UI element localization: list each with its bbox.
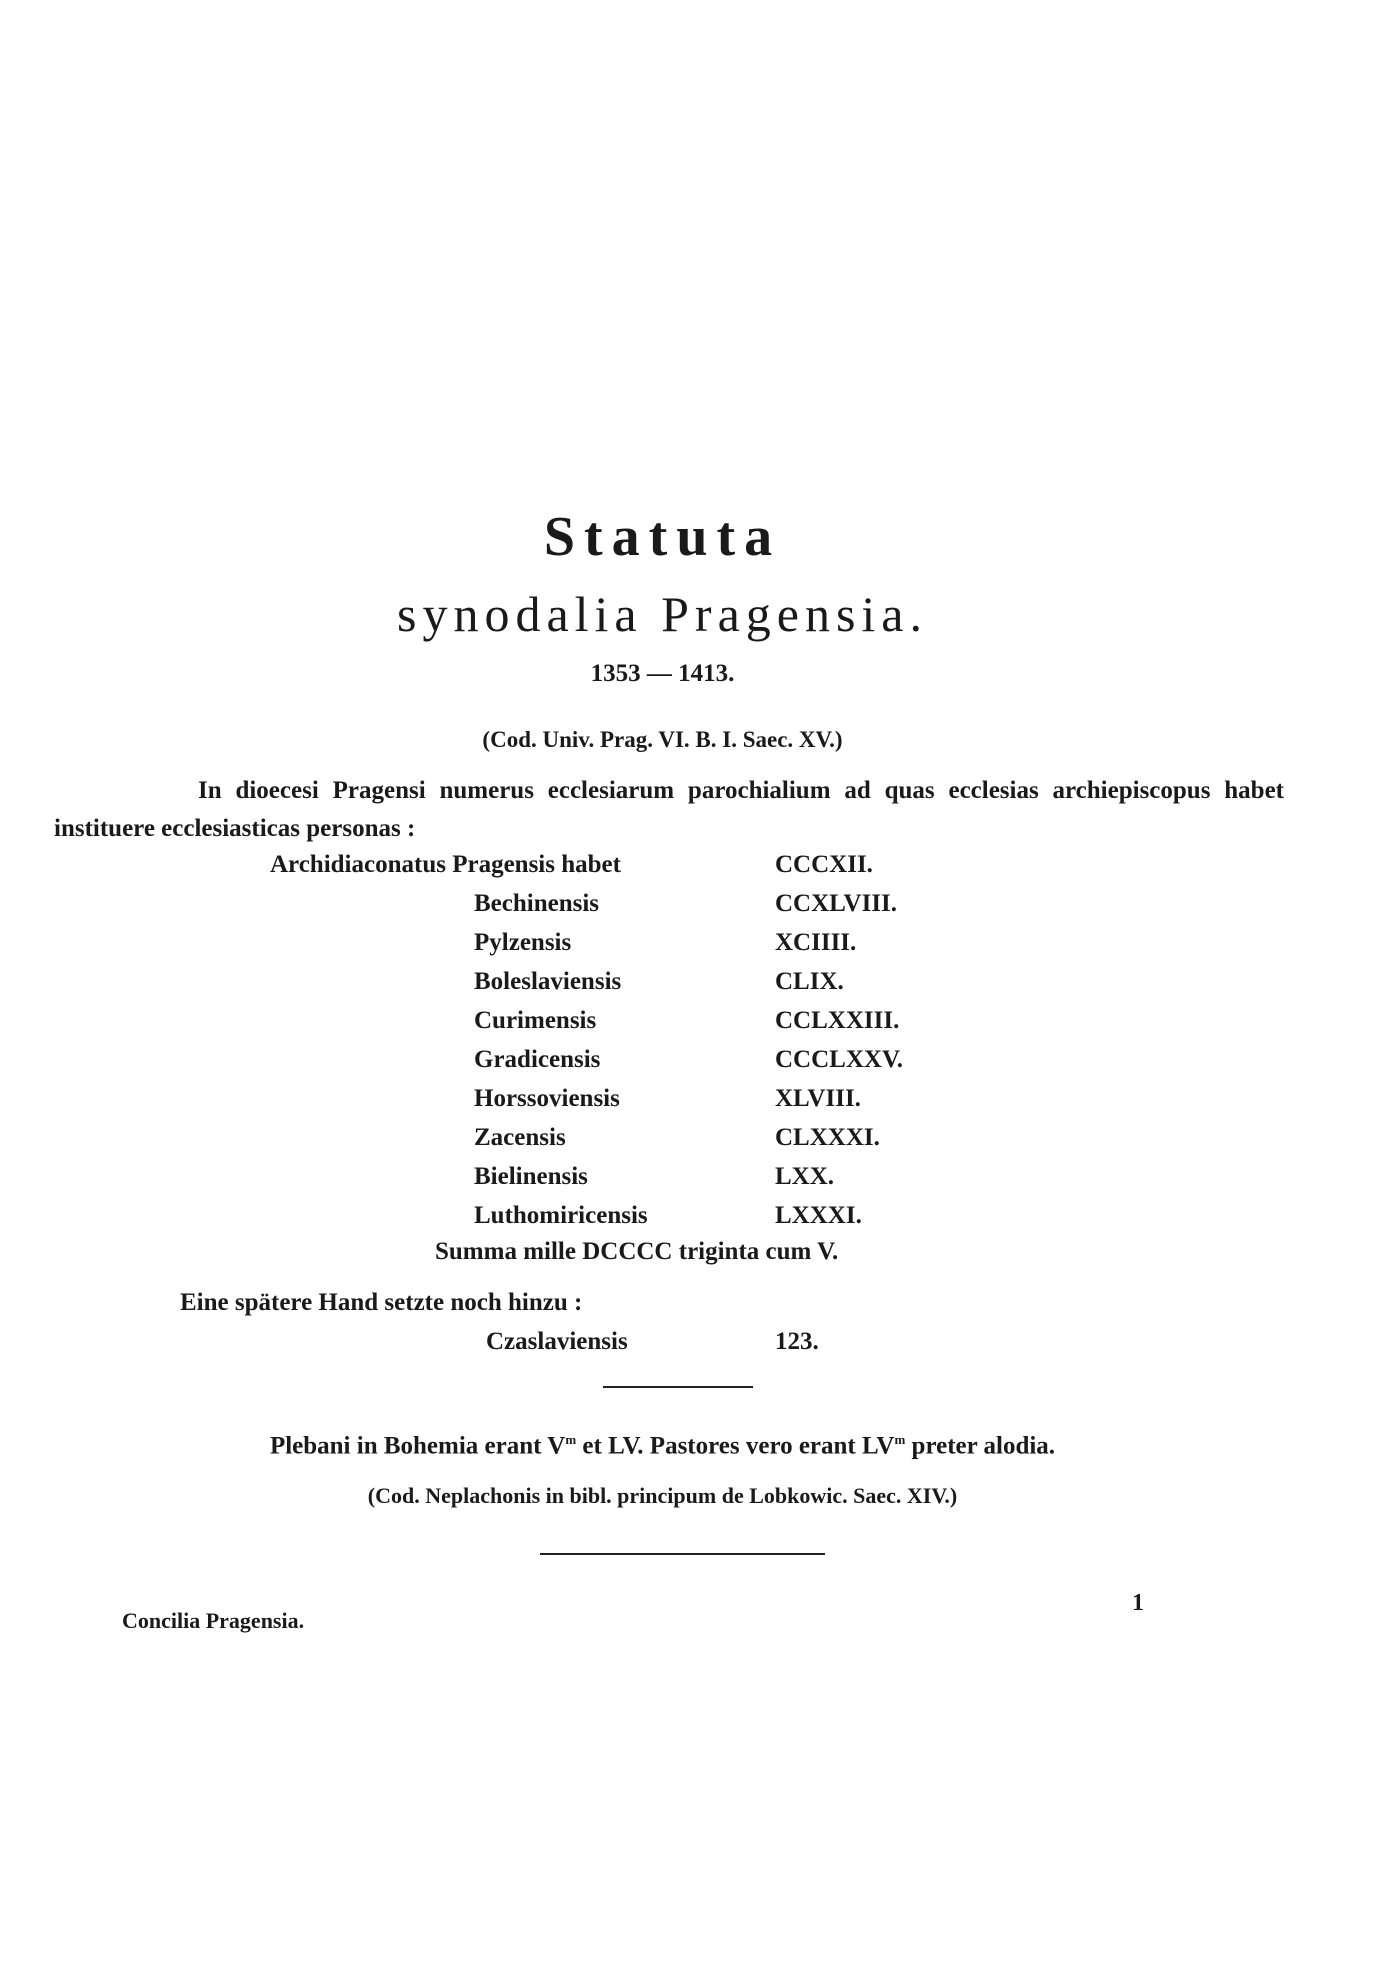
archdeaconry-count: LXXXI. bbox=[775, 1202, 862, 1229]
archdeaconry-count: CCCLXXV. bbox=[775, 1046, 904, 1073]
archdeaconry-count: XLVIII. bbox=[775, 1085, 861, 1112]
archdeaconry-count: CCXLVIII. bbox=[775, 890, 898, 917]
source-citation-2: (Cod. Neplachonis in bibl. principum de Lobkowic. Saec. XIV.) bbox=[367, 1483, 958, 1508]
archdeaconry-name: Pylzensis bbox=[474, 929, 572, 956]
archdeaconry-name: Gradicensis bbox=[474, 1046, 601, 1073]
archdeaconry-name: Horssoviensis bbox=[474, 1085, 620, 1112]
document-title: Statuta bbox=[543, 506, 782, 568]
archdeaconry-count: CLIX. bbox=[775, 968, 844, 995]
date-range: 1353 — 1413. bbox=[590, 660, 735, 687]
footer-signature: Concilia Pragensia. bbox=[122, 1608, 305, 1633]
archdeaconry-name: Bechinensis bbox=[474, 890, 600, 917]
addendum-note: Eine spätere Hand setzte noch hinzu : bbox=[180, 1289, 583, 1316]
summa-line: Summa mille DCCCC triginta cum V. bbox=[435, 1238, 839, 1265]
addendum-name: Czaslaviensis bbox=[486, 1328, 628, 1355]
archdeaconry-count: XCIIII. bbox=[775, 929, 857, 956]
plebani-paragraph: Plebani in Bohemia erant $V^m$ et LV. Pastores vero erant $LV^m$ preter alodia. bbox=[269, 1432, 1056, 1460]
intro-paragraph: In dioecesi Pragensi numerus ecclesiarum parochialium ad quas ecclesias archiepiscopus habet instituere ecclesiasticas personas : bbox=[54, 777, 1284, 842]
archdeaconry-name: Zacensis bbox=[474, 1124, 566, 1151]
archdeaconry-name: Boleslaviensis bbox=[474, 968, 622, 995]
archdeaconry-name: Curimensis bbox=[474, 1007, 597, 1034]
archdeaconry-name: Bielinensis bbox=[474, 1163, 588, 1190]
archdeaconry-count: CCCXII. bbox=[775, 851, 873, 878]
addendum-count: 123. bbox=[775, 1328, 819, 1355]
section-divider bbox=[603, 1386, 753, 1388]
section-divider bbox=[540, 1553, 825, 1555]
archdeaconry-name: Archidiaconatus Pragensis habet bbox=[270, 851, 621, 878]
archdeaconry-count: CLXXXI. bbox=[775, 1124, 880, 1151]
archdeaconry-count: LXX. bbox=[775, 1163, 835, 1190]
document-subtitle: synodalia Pragensia. bbox=[396, 586, 928, 642]
archdeaconry-count: CCLXXIII. bbox=[775, 1007, 900, 1034]
source-citation-1: (Cod. Univ. Prag. VI. B. I. Saec. XV.) bbox=[482, 727, 843, 752]
archdeaconry-name: Luthomiricensis bbox=[474, 1202, 648, 1229]
signature-mark: 1 bbox=[1132, 1590, 1144, 1616]
